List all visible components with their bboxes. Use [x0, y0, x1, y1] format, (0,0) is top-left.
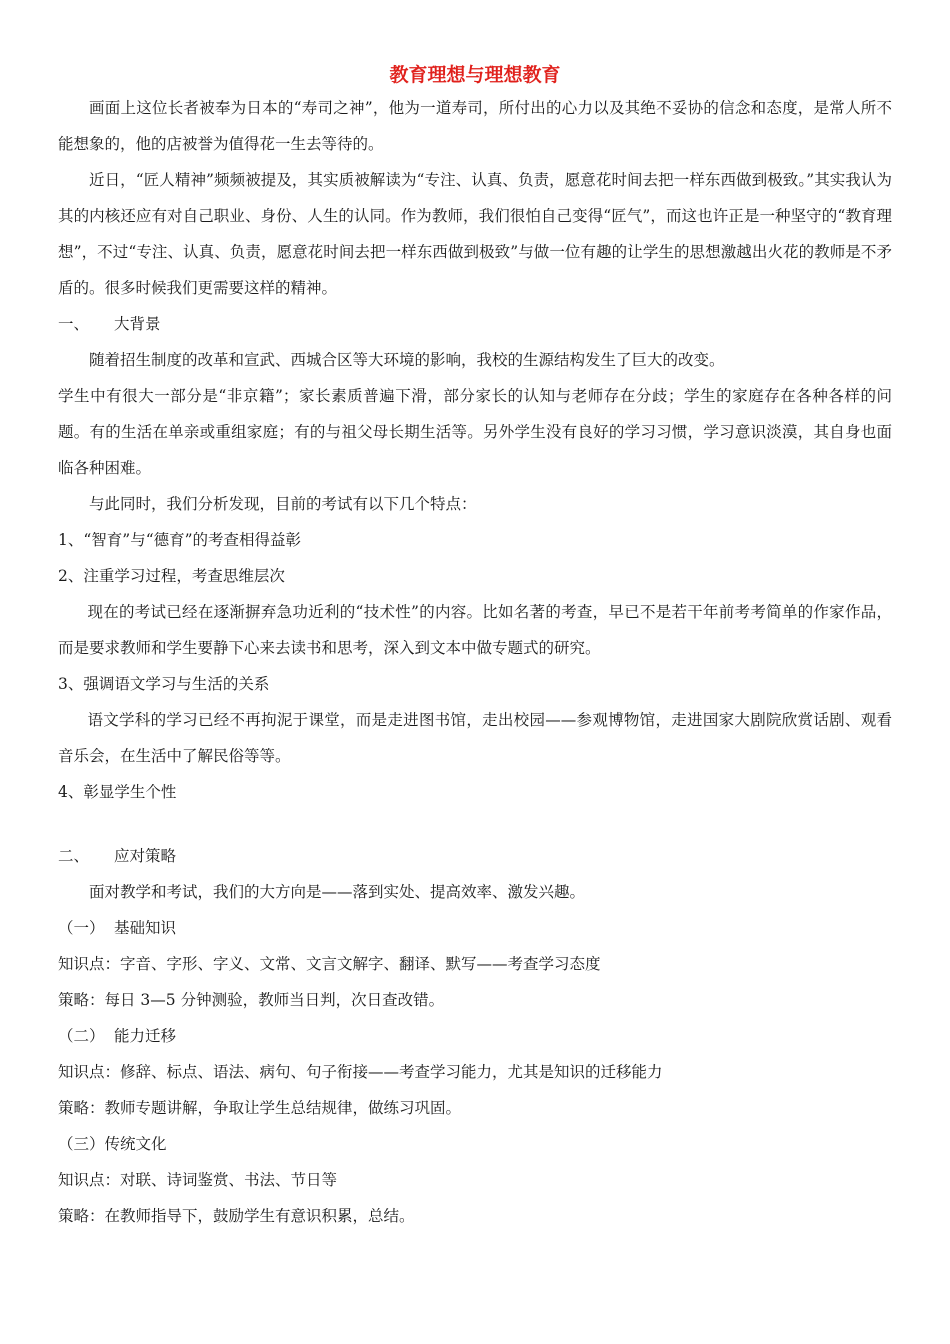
section-spacer — [58, 810, 892, 838]
intro-paragraph-2: 近日，“匠人精神”频频被提及，其实质被解读为“专注、认真、负责，愿意花时间去把一样东西做到极致。”其实我认为其的内核还应有对自己职业、身份、人生的认同。作为教师，我们很怕自己变得“匠气”，而这也许正是一种坚守的“教育理想”，不过“专注、认真、负责，愿意花时间去把一样东西做到极致”与做一位有趣的让学生的思想激越出火花的教师是不矛盾的。很多时候我们更需要这样的精神。 — [58, 171, 892, 297]
subsection-2-number: （二） — [58, 1027, 105, 1045]
subsection-1-title: 基础知识 — [114, 919, 177, 937]
exam-feature-3: 3、强调语文学习与生活的关系 — [58, 675, 270, 693]
section-1-title: 大背景 — [114, 315, 161, 333]
document-page — [58, 60, 892, 1234]
subsection-1-strategy: 策略：每日 3—5 分钟测验，教师当日判，次日查改错。 — [58, 991, 445, 1009]
subsection-2-strategy: 策略：教师专题讲解，争取让学生总结规律，做练习巩固。 — [58, 1099, 462, 1117]
exam-feature-2: 2、注重学习过程，考查思维层次 — [58, 567, 285, 585]
subsection-3-strategy: 策略：在教师指导下，鼓励学生有意识积累，总结。 — [58, 1207, 415, 1225]
exam-feature-4: 4、彰显学生个性 — [58, 783, 177, 801]
exam-feature-2-text: 现在的考试已经在逐渐摒弃急功近利的“技术性”的内容。比如名著的考查，早已不是若干年前考考简单的作家作品，而是要求教师和学生要静下心来去读书和思考，深入到文本中做专题式的研究。 — [58, 603, 892, 657]
section-1-paragraph-3: 与此同时，我们分析发现，目前的考试有以下几个特点： — [89, 495, 477, 513]
subsection-2-heading — [58, 1018, 892, 1054]
section-1-paragraph-1: 随着招生制度的改革和宣武、西城合区等大环境的影响，我校的生源结构发生了巨大的改变。 — [89, 351, 725, 369]
subsection-1-heading — [58, 910, 892, 946]
section-2-heading — [58, 838, 892, 874]
exam-feature-3-text: 语文学科的学习已经不再拘泥于课堂，而是走进图书馆，走出校园——参观博物馆，走进国家大剧院欣赏话剧、观看音乐会，在生活中了解民俗等等。 — [58, 711, 892, 765]
subsection-2-title: 能力迁移 — [114, 1027, 177, 1045]
section-2-number: 二、 — [58, 847, 90, 865]
section-2-paragraph-1: 面对教学和考试，我们的大方向是——落到实处、提高效率、激发兴趣。 — [89, 883, 586, 901]
subsection-1-points: 知识点：字音、字形、字义、文常、文言文解字、翻译、默写——考查学习态度 — [58, 955, 601, 973]
subsection-1-number: （一） — [58, 919, 105, 937]
exam-feature-1: 1、“智育”与“德育”的考查相得益彰 — [58, 531, 302, 549]
subsection-2-points: 知识点：修辞、标点、语法、病句、句子衔接——考查学习能力，尤其是知识的迁移能力 — [58, 1063, 663, 1081]
section-1-number: 一、 — [58, 315, 90, 333]
document-title: 教育理想与理想教育 — [389, 64, 561, 86]
subsection-3-heading: （三）传统文化 — [58, 1135, 167, 1153]
section-2-title: 应对策略 — [114, 847, 177, 865]
section-1-paragraph-2: 学生中有很大一部分是“非京籍”；家长素质普遍下滑，部分家长的认知与老师存在分歧；学生的家庭存在各种各样的问题。有的生活在单亲或重组家庭；有的与祖父母长期生活等。另外学生没有良好的学习习惯，学习意识淡漠，其自身也面临各种困难。 — [58, 387, 892, 477]
intro-paragraph-1: 画面上这位长者被奉为日本的“寿司之神”，他为一道寿司，所付出的心力以及其绝不妥协的信念和态度，是常人所不能想象的，他的店被誉为值得花一生去等待的。 — [58, 99, 892, 153]
subsection-3-points: 知识点：对联、诗词鉴赏、书法、节日等 — [58, 1171, 338, 1189]
section-1-heading — [58, 306, 892, 342]
